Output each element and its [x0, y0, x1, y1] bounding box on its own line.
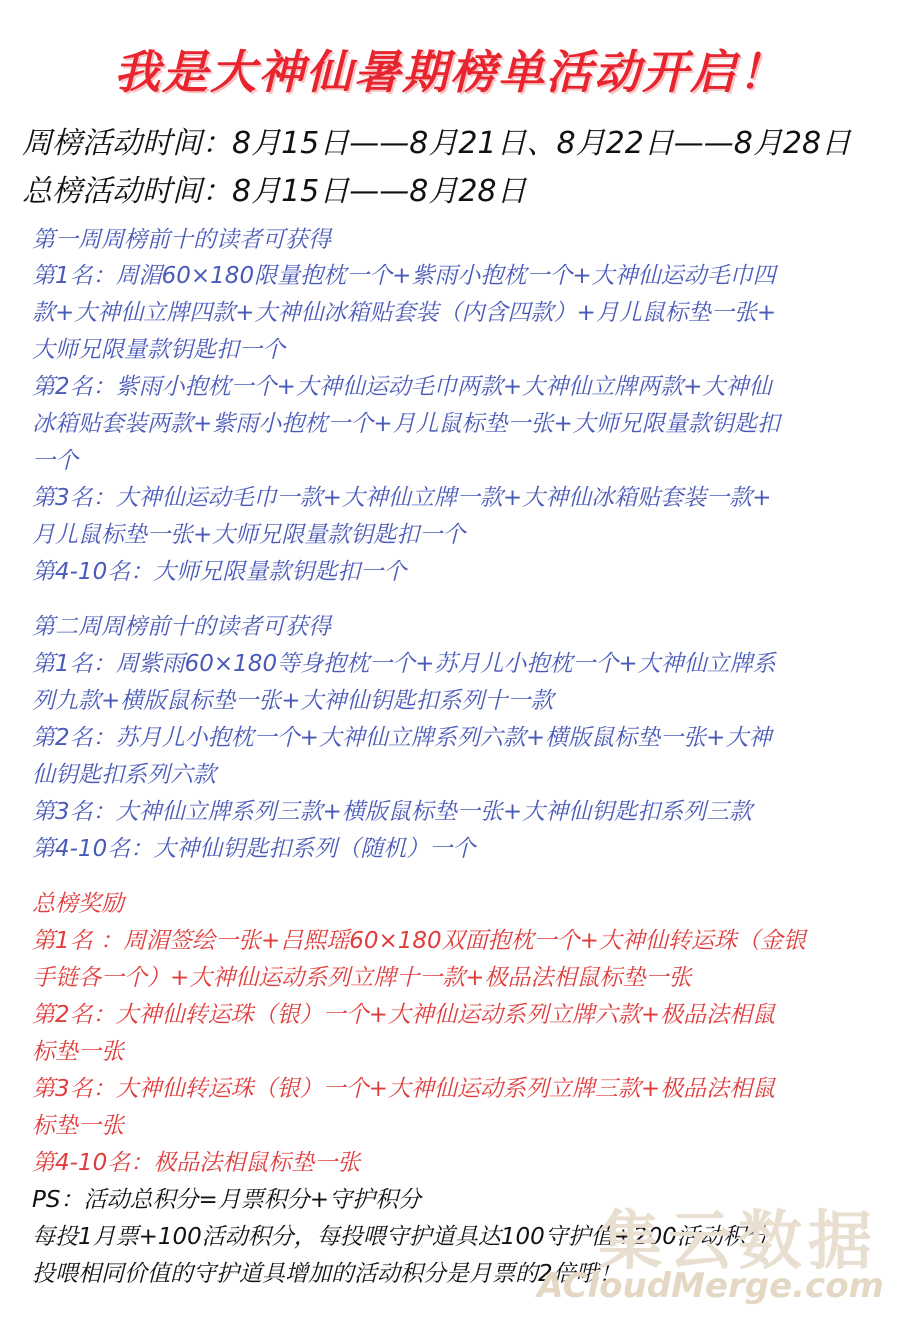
week1-line: 第4-10名：大师兄限量款钥匙扣一个 — [32, 559, 407, 585]
week2-line: 列九款+横版鼠标垫一张+大神仙钥匙扣系列十一款 — [32, 688, 554, 714]
watermark — [498, 1190, 888, 1320]
week2-line: 第1名：周紫雨60×180等身抱枕一个+苏月儿小抱枕一个+大神仙立牌系 — [32, 651, 776, 677]
week1-line: 大师兄限量款钥匙扣一个 — [32, 337, 285, 363]
week2-line: 仙钥匙扣系列六款 — [32, 762, 216, 788]
ps-line: 每投1月票+100活动积分，每投喂守护道具达100守护值+200活动积分 — [32, 1224, 769, 1250]
week1-line: 第2名：紫雨小抱枕一个+大神仙运动毛巾两款+大神仙立牌两款+大神仙 — [32, 374, 772, 400]
page-title: 我是大神仙暑期榜单活动开启！ — [114, 45, 786, 99]
ps-line: 投喂相同价值的守护道具增加的活动积分是月票的2倍哦！ — [32, 1261, 622, 1287]
week1-line: 冰箱贴套装两款+紫雨小抱枕一个+月儿鼠标垫一张+大师兄限量款钥匙扣 — [32, 411, 780, 437]
week1-header: 第一周周榜前十的读者可获得 — [32, 227, 331, 253]
total-line: 第1名 ：周湄签绘一张+吕熙瑶60×180双面抱枕一个+大神仙转运珠（金银 — [32, 928, 806, 954]
watermark-en: ACloudMerge.com — [537, 1266, 884, 1306]
week2-line: 第4-10名：大神仙钥匙扣系列（随机）一个 — [32, 836, 476, 862]
week2-header: 第二周周榜前十的读者可获得 — [32, 614, 331, 640]
week1-line: 款+大神仙立牌四款+大神仙冰箱贴套装（内含四款）+月儿鼠标垫一张+ — [32, 300, 777, 326]
week1-line: 第1名：周湄60×180限量抱枕一个+紫雨小抱枕一个+大神仙运动毛巾四 — [32, 263, 776, 289]
watermark-cn: 集云数据 — [598, 1205, 878, 1279]
weekly-time: 周榜活动时间：8月15日——8月21日、8月22日——8月28日 — [22, 126, 852, 161]
total-line: 标垫一张 — [32, 1039, 124, 1065]
total-time: 总榜活动时间：8月15日——8月28日 — [22, 174, 527, 209]
total-line: 第2名：大神仙转运珠（银）一个+大神仙运动系列立牌六款+极品法相鼠 — [32, 1002, 776, 1028]
week2-line: 第3名：大神仙立牌系列三款+横版鼠标垫一张+大神仙钥匙扣系列三款 — [32, 799, 753, 825]
total-line: 手链各一个）+大神仙运动系列立牌十一款+极品法相鼠标垫一张 — [32, 965, 692, 991]
week1-line: 第3名：大神仙运动毛巾一款+大神仙立牌一款+大神仙冰箱贴套装一款+ — [32, 485, 772, 511]
total-line: 第3名：大神仙转运珠（银）一个+大神仙运动系列立牌三款+极品法相鼠 — [32, 1076, 776, 1102]
ps-line: PS：活动总积分=月票积分+守护积分 — [32, 1187, 422, 1213]
week1-line: 月儿鼠标垫一张+大师兄限量款钥匙扣一个 — [32, 522, 466, 548]
week1-line: 一个 — [32, 448, 78, 474]
total-line: 第4-10名：极品法相鼠标垫一张 — [32, 1150, 361, 1176]
total-line: 标垫一张 — [32, 1113, 124, 1139]
week2-line: 第2名：苏月儿小抱枕一个+大神仙立牌系列六款+横版鼠标垫一张+大神 — [32, 725, 772, 751]
total-header: 总榜奖励 — [32, 891, 124, 917]
